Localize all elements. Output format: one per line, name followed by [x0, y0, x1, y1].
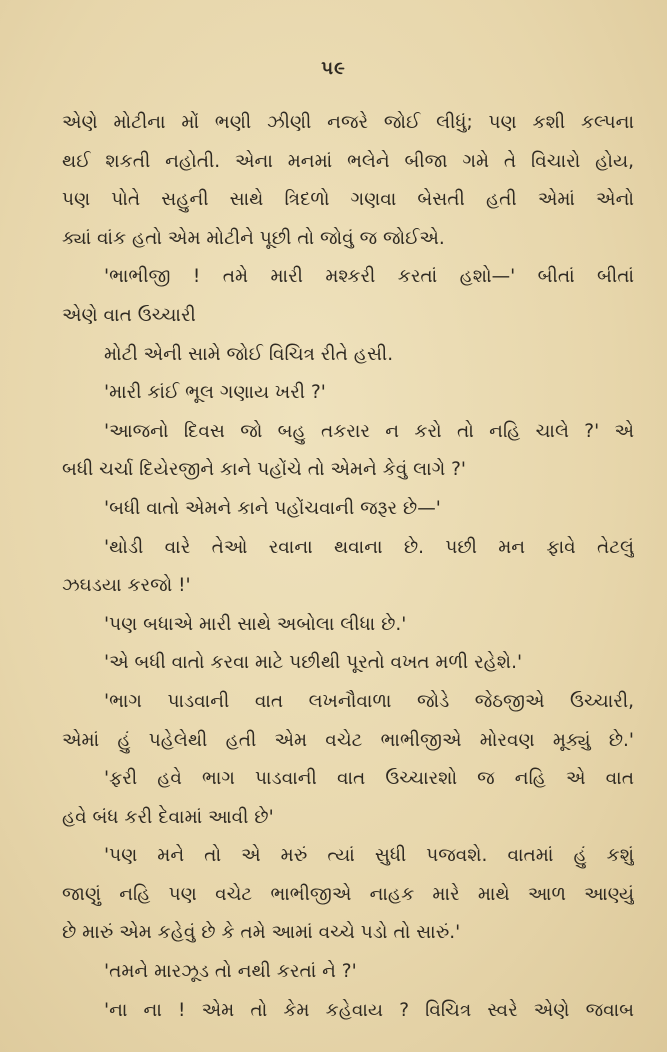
text-line: એમાં હું પહેલેથી હતી એમ વચેટ ભાભીજીએ મોરવણ મૂક્યું છે.'	[62, 729, 634, 751]
text-line: બધી ચર્ચા દિયેરજીને કાને પહોંચે તો એમને કેવું લાગે ?'	[62, 459, 466, 481]
text-line: 'પણ બધાએ મારી સાથે અબોલા લીધા છે.'	[104, 613, 407, 635]
text-line: 'તમને મારઝૂડ તો નથી કરતાં ને ?'	[104, 961, 357, 983]
text-line: એણે વાત ઉચ્ચારી	[62, 304, 196, 326]
text-line: મોટી એની સામે જોઈ વિચિત્ર રીતે હસી.	[104, 343, 394, 365]
text-line: પણ પોતે સહુની સાથે ત્રિદળો ગણવા બેસતી હતી એમાં એનો	[62, 189, 634, 211]
text-line: 'થોડી વારે તેઓ રવાના થવાના છે. પછી મન ફાવે તેટલું	[104, 536, 634, 558]
body-text	[62, 104, 634, 1030]
text-line: 'આજનો દિવસ જો બહુ તકરાર ન કરો તો નહિ ચાલે ?' એ	[104, 420, 634, 442]
text-line: 'એ બધી વાતો કરવા માટે પછીથી પૂરતો વખત મળી રહેશે.'	[104, 652, 523, 674]
text-line: 'ફરી હવે ભાગ પાડવાની વાત ઉચ્ચારશો જ નહિ એ વાત	[104, 768, 634, 790]
text-line: 'બધી વાતો એમને કાને પહોંચવાની જરૂર છે—'	[104, 497, 441, 519]
page-number: ૫૯	[321, 58, 346, 79]
text-line: જાણું નહિ પણ વચેટ ભાભીજીએ નાહક મારે માથે આળ આણ્યું	[62, 883, 634, 905]
text-line: 'પણ મને તો એ મરું ત્યાં સુધી પજવશે. વાતમાં હું કશું	[104, 845, 634, 867]
text-line: 'ના ના ! એમ તો કેમ કહેવાય ? વિચિત્ર સ્વરે એણે જવાબ	[104, 999, 634, 1021]
text-line: 'મારી કાંઈ ભૂલ ગણાય ખરી ?'	[104, 382, 326, 404]
text-line: થઈ શકતી નહોતી. એના મનમાં ભલેને બીજા ગમે તે વિચારો હોય,	[62, 150, 634, 172]
text-line: હવે બંધ કરી દેવામાં આવી છે'	[62, 806, 274, 828]
text-line: એણે મોટીના મોં ભણી ઝીણી નજરે જોઈ લીધું; પણ કશી કલ્પના	[62, 112, 634, 133]
text-line: છે મારું એમ કહેવું છે કે તમે આમાં વચ્ચે પડો તો સારું.'	[62, 922, 461, 944]
text-line: ઝઘડયા કરજો !'	[62, 575, 191, 597]
text-line: 'ભાભીજી ! તમે મારી મશ્કરી કરતાં હશો—' બીતાં બીતાં	[104, 266, 634, 288]
text-line: 'ભાગ પાડવાની વાત લખનૌવાળા જોડે જેઠજીએ ઉચ્ચારી,	[104, 690, 634, 712]
text-line: ક્યાં વાંક હતો એમ મોટીને પૂછી તો જોવું જ જોઈએ.	[62, 227, 445, 249]
